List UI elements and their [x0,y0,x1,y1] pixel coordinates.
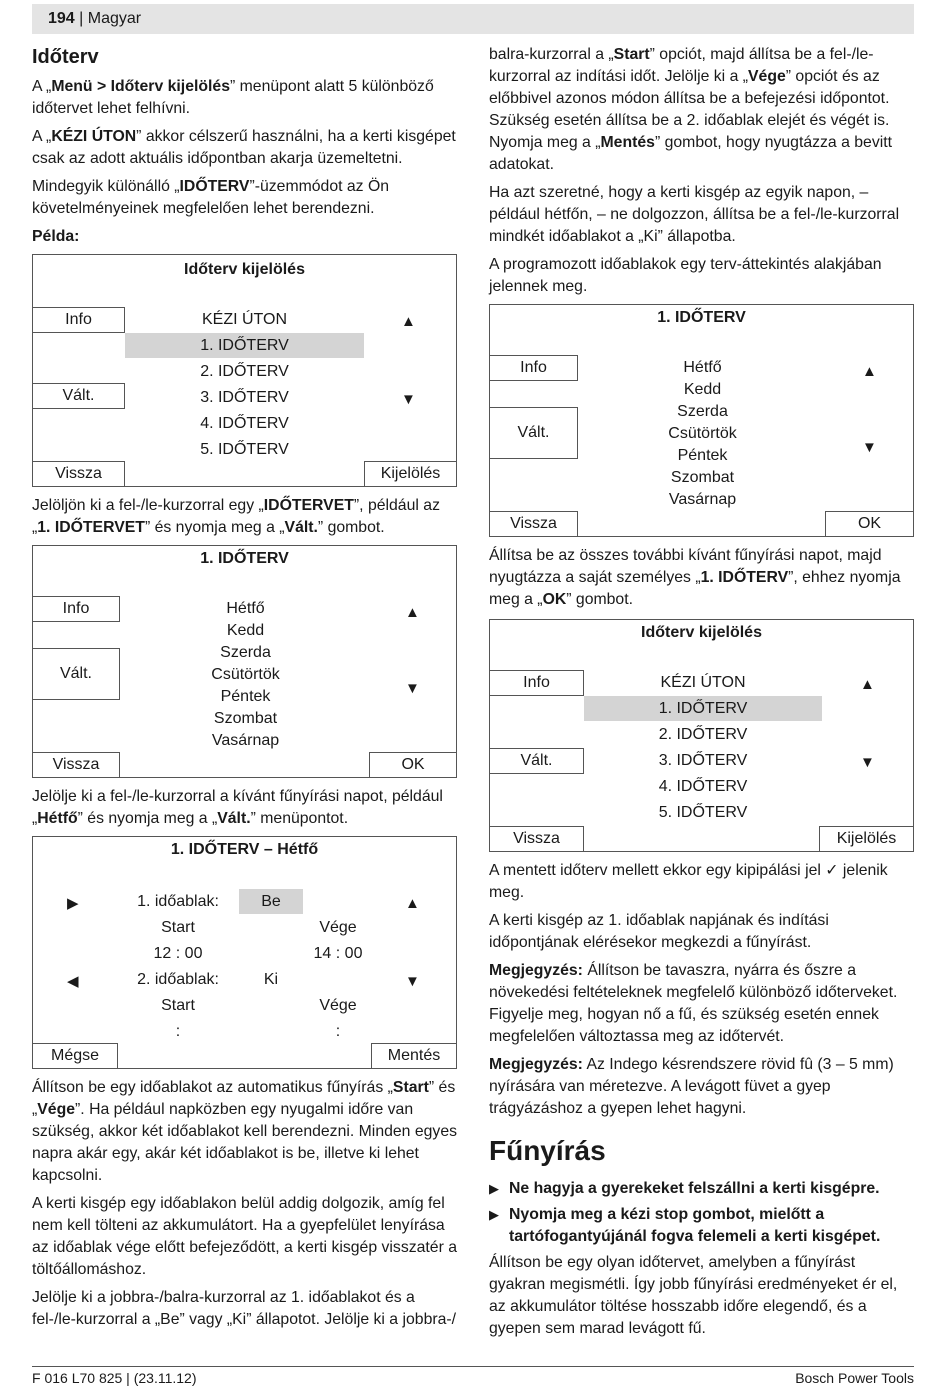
day-item[interactable]: Szombat [213,710,278,727]
screen-title: Időterv kijelölés [184,261,305,278]
day-item[interactable]: Péntek [220,688,271,705]
paragraph: Állítson be egy időablakot az automatikus fűnyírás „Start” és „Vége”. Ha például napközben egy nyugalmi időre van szükség, akkor két időablakot kell berendezni. Minden egyes napra akár egy, akár két időablakot is be, illetve ki lehet kapcsolni. [32,1079,458,1184]
paragraph: A kerti kisgép az 1. időablak napjának és indítási időpontjának elérésekor megkezdi a fűnyírást. [489,912,829,951]
right-column [489,44,914,1346]
header-language: Magyar [87,10,142,27]
window1-end-time[interactable]: 14 : 00 [313,945,363,962]
arrow-up-icon[interactable]: ▲ [860,676,875,693]
kijeloles-button[interactable]: Kijelölés [364,461,457,487]
window1-label: 1. időablak: [137,893,219,910]
window2-end-time[interactable]: : [335,1023,341,1040]
list-item[interactable]: 5. IDŐTERV [200,441,289,458]
day-item[interactable]: Péntek [677,447,728,464]
arrow-up-icon[interactable]: ▲ [862,363,877,380]
day-item[interactable]: Vasárnap [211,732,280,749]
kijeloles-button[interactable]: Kijelölés [819,826,914,852]
day-item[interactable]: Csütörtök [668,425,737,442]
list-item[interactable]: 2. IDŐTERV [658,726,748,743]
screen-schedule-select [32,254,457,487]
day-item[interactable]: Vasárnap [668,491,737,508]
day-item[interactable]: Szombat [670,469,735,486]
ok-button[interactable]: OK [369,752,457,778]
day-item[interactable]: Hétfő [683,359,722,376]
screen-schedule-days [32,545,457,778]
list-item[interactable]: 3. IDŐTERV [200,389,289,406]
paragraph: Jelölje ki a fel-/le-kurzorral a kívánt fűnyírási napot, például „Hétfő” és nyomja meg a „Vált.” menüpontot. [32,788,443,827]
info-button[interactable]: Info [489,670,584,696]
page-footer [32,1366,914,1386]
info-button[interactable]: Info [32,307,125,333]
list-item[interactable]: 4. IDŐTERV [658,778,748,795]
arrow-right-icon[interactable]: ▶ [67,895,79,912]
mentes-button[interactable]: Mentés [371,1043,457,1069]
arrow-down-icon[interactable]: ▼ [862,439,877,456]
example-label: Példa: [32,228,80,245]
info-button[interactable]: Info [489,355,578,381]
bullet-arrow-icon: ▶ [489,1181,499,1196]
screen-title: 1. IDŐTERV – Hétfő [170,841,319,858]
day-item[interactable]: Hétfő [226,600,265,617]
list-item[interactable]: 3. IDŐTERV [658,752,748,769]
arrow-left-icon[interactable]: ◀ [67,973,79,990]
paragraph: A programozott időablakok egy terv-áttekintés alakjában jelennek meg. [489,256,882,295]
page-header [32,4,914,34]
safety-bullet: ▶ Nyomja meg a kézi stop gombot, mielőtt a tartófogantyújánál fogva felemeli a kerti kisgépet. [489,1204,914,1248]
list-item[interactable]: KÉZI ÚTON [201,311,288,328]
vissza-button[interactable]: Vissza [32,752,120,778]
paragraph: Jelölje ki a jobbra-/balra-kurzorral az 1. időablakot és a fel-/le-kurzorral a „Be” vagy „Ki” állapotot. Jelölje ki a jobbra-/ [32,1289,457,1328]
day-item[interactable]: Szerda [220,644,271,661]
start-label[interactable]: Start [161,997,195,1014]
bullet-arrow-icon: ▶ [489,1207,499,1222]
paragraph: Állítsa be az összes további kívánt fűnyírási napot, majd nyugtázza a saját személyes „1. IDŐTERV”, ehhez nyomja meg a „OK” gombot. [489,547,901,608]
end-label[interactable]: Vége [319,919,357,936]
header-separator: | [74,10,88,27]
end-label[interactable]: Vége [319,997,357,1014]
paragraph: Állítson be egy olyan időtervet, amelyben a fűnyírást gyakran megismétli. Így jobb fűnyírási eredményeket ér el, az akkumulátor töltése hosszabb időre elegendő, és a gyepen sem marad levágott fű. [489,1254,898,1337]
paragraph: A „Menü > Időterv kijelölés” menüpont alatt 5 különböző időtervet lehet felhívni. [32,78,434,117]
info-button[interactable]: Info [32,596,120,622]
window2-label: 2. időablak: [137,971,219,988]
left-column [32,44,457,1337]
day-item[interactable]: Szerda [677,403,728,420]
ok-button[interactable]: OK [825,511,914,537]
screen-title: 1. IDŐTERV [200,550,289,567]
safety-bullet: ▶ Ne hagyja a gyerekeket felszállni a kerti kisgépre. [489,1178,914,1200]
footer-doc-id: F 016 L70 825 | (23.11.12) [32,1370,197,1386]
window2-value[interactable]: Ki [263,971,279,988]
day-item[interactable]: Csütörtök [211,666,280,683]
check-icon: ✓ [825,862,839,879]
paragraph: Jelöljön ki a fel-/le-kurzorral egy „IDŐTERVET”, például az „1. IDŐTERVET” és nyomja meg a „Vált.” gombot. [32,497,440,536]
start-label[interactable]: Start [161,919,195,936]
window1-value[interactable]: Be [261,893,281,910]
vissza-button[interactable]: Vissza [32,461,125,487]
arrow-down-icon[interactable]: ▼ [860,754,875,771]
list-item[interactable]: KÉZI ÚTON [660,674,746,691]
note: Megjegyzés: Állítson be tavaszra, nyárra és őszre a növekedési feltételeknek megfelelő különböző időterveket. Figyelje meg, hogyan nő a fű, és szükség esetén ennek megfelelően változtassa meg az időtervét. [489,962,898,1045]
arrow-up-icon[interactable]: ▲ [405,895,420,912]
screen-title: Időterv kijelölés [641,624,762,641]
note: Megjegyzés: Az Indego késrendszere rövid fû (3 – 5 mm) nyírására van méretezve. A levágott füvet a gyep trágyázáshoz a gyepen lehet hagyni. [489,1056,894,1117]
megse-button[interactable]: Mégse [32,1043,118,1069]
arrow-down-icon[interactable]: ▼ [401,391,416,408]
paragraph: A kerti kisgép egy időablakon belül addig dolgozik, amíg fel nem kell tölteni az akkumulátort. Ha a gyepfelület lenyírása az időablak vége előtt befejeződött, a kerti kisgép visszatér a töltőállomáshoz. [32,1195,458,1278]
paragraph: Mindegyik különálló „IDŐTERV”-üzemmódot az Ön követelményeinek megfelelően lehet berendezni. [32,178,390,217]
screen-schedule-overview [489,304,914,537]
paragraph: A mentett időterv mellett ekkor egy kipipálási jel ✓ jelenik meg. [489,862,888,901]
valt-button[interactable]: Vált. [32,648,120,700]
paragraph: balra-kurzorral a „Start” opciót, majd állítsa be a fel-/le-kurzorral az indítási időt. Jelölje ki a „Vége” opciót és az előbbivel azonos módon állítsa be a befejezési időpontot. Szükség esetén állítsa be a 2. időablak elejét és végét is. Nyomja meg a „Mentés” gombot, hogy nyugtázza a bevitt adatokat. [489,46,893,173]
section-title-idoterv: Időterv [32,46,99,68]
paragraph: Ha azt szeretné, hogy a kerti kisgép az egyik napon, – például hétfőn, – ne dolgozzon, állítsa be a fel-/le-kurzorral mindkét időablakot a „Ki” állapotba. [489,184,900,245]
valt-button[interactable]: Vált. [489,407,578,459]
day-item[interactable]: Kedd [226,622,265,639]
list-item[interactable]: 4. IDŐTERV [200,415,289,432]
paragraph: A „KÉZI ÚTON” akkor célszerű használni, ha a kerti kisgépet csak az adott aktuális időpontban akarja üzemeltetni. [32,128,456,167]
arrow-up-icon[interactable]: ▲ [405,604,420,621]
vissza-button[interactable]: Vissza [489,511,578,537]
list-item[interactable]: 2. IDŐTERV [200,363,289,380]
screen-time-window [32,836,457,1069]
valt-button[interactable]: Vált. [32,383,125,409]
list-item[interactable]: 5. IDŐTERV [658,804,748,821]
window2-start-time[interactable]: : [175,1023,181,1040]
screen-title: 1. IDŐTERV [657,309,746,326]
arrow-down-icon[interactable]: ▼ [405,680,420,697]
valt-button[interactable]: Vált. [489,748,584,774]
list-item[interactable]: 1. IDŐTERV [200,337,289,354]
screen-schedule-select [489,619,914,852]
window1-start-time[interactable]: 12 : 00 [153,945,203,962]
day-item[interactable]: Kedd [683,381,722,398]
section-title-funyiras: Fűnyírás [489,1135,606,1166]
arrow-down-icon[interactable]: ▼ [405,973,420,990]
vissza-button[interactable]: Vissza [489,826,584,852]
arrow-up-icon[interactable]: ▲ [401,313,416,330]
footer-brand: Bosch Power Tools [795,1370,914,1386]
list-item[interactable]: 1. IDŐTERV [658,700,748,717]
page-number: 194 [48,10,75,27]
